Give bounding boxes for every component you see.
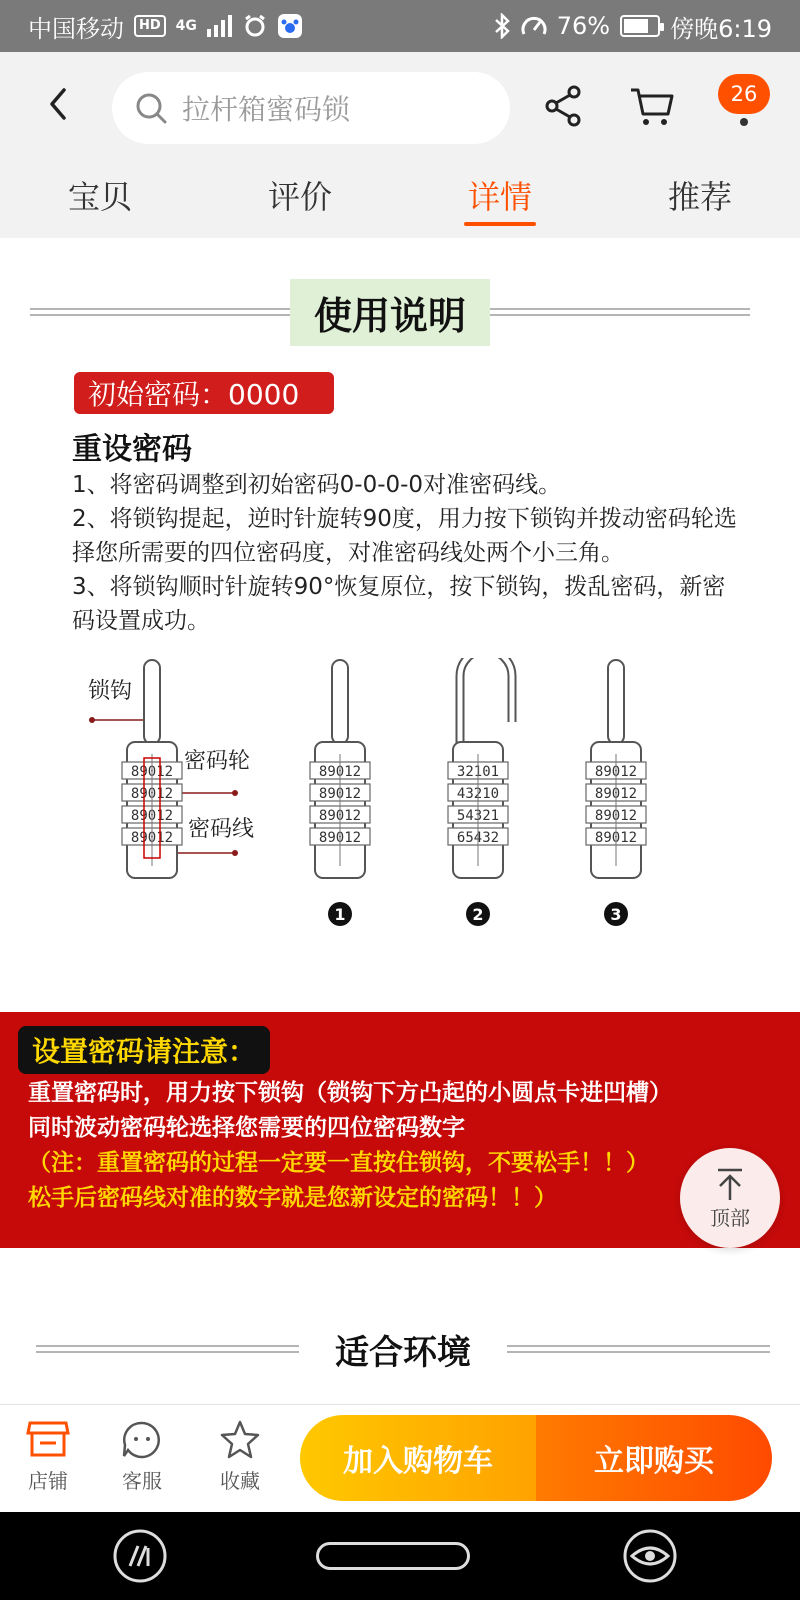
lock-step1-wheel-digits: 89012 xyxy=(318,764,362,780)
bottom-action-bar xyxy=(0,1404,800,1512)
initial-password-tag: 初始密码：0000 xyxy=(74,372,334,414)
message-badge[interactable]: 26 xyxy=(718,74,770,114)
lock-step1-wheel-digits: 89012 xyxy=(318,830,362,846)
shop-label: 店铺 xyxy=(28,1469,68,1493)
reset-steps xyxy=(72,468,742,638)
lock-step2-wheel-digits: 65432 xyxy=(456,830,500,846)
battery-percent: 76% xyxy=(556,12,611,40)
divider xyxy=(490,308,750,316)
tab-recommend[interactable]: 推荐 xyxy=(667,178,732,216)
add-to-cart-button[interactable]: 加入购物车 xyxy=(300,1415,536,1501)
alarm-icon xyxy=(243,14,267,38)
lock-step1-wheel-digits: 89012 xyxy=(318,786,362,802)
cart-icon[interactable] xyxy=(628,82,676,130)
lock-step1-shackle xyxy=(332,660,348,744)
eye-icon[interactable] xyxy=(622,1528,678,1584)
lock-step3-wheel-digits: 89012 xyxy=(594,808,638,824)
search-icon xyxy=(134,91,168,125)
status-bar xyxy=(0,0,800,52)
tab-reviews[interactable]: 评价 xyxy=(267,178,332,216)
tab-details[interactable]: 详情 xyxy=(400,162,600,238)
lock-step3-wheel-digits: 89012 xyxy=(594,786,638,802)
tab-bar xyxy=(0,162,800,238)
star-icon xyxy=(218,1419,262,1459)
buy-now-button[interactable]: 立即购买 xyxy=(536,1415,772,1501)
lock-step2-wheel-digits: 43210 xyxy=(456,786,500,802)
back-arrow-icon[interactable] xyxy=(40,84,80,124)
divider xyxy=(36,1345,299,1353)
favorite-label: 收藏 xyxy=(220,1469,260,1493)
lock-step2-wheel-digits: 54321 xyxy=(456,808,500,824)
lock-step3-shackle xyxy=(608,660,624,744)
system-nav-bar xyxy=(0,1512,800,1600)
step-text: 2、将锁钩提起，逆时针旋转90度，用力按下锁钩并拨动密码轮选择您所需要的四位密码度，对准密码线处两个小三角。 xyxy=(72,506,737,566)
lock-labeled-wheel-digits: 89012 xyxy=(130,764,174,780)
step-number-1 xyxy=(328,902,352,926)
battery-icon xyxy=(620,15,660,37)
app-notification-icon xyxy=(277,13,303,39)
env-title-row xyxy=(36,1324,770,1374)
lock-step1-wheel-digits: 89012 xyxy=(318,808,362,824)
lock-labeled-wheel-digits: 89012 xyxy=(130,808,174,824)
wheel-label: 密码轮 xyxy=(184,749,251,774)
search-placeholder: 拉杆箱蜜码锁 xyxy=(182,93,351,126)
tab-item[interactable]: 宝贝 xyxy=(67,178,132,216)
lock-step2-wheel-digits: 32101 xyxy=(456,764,500,780)
lock-labeled-wheel-digits: 89012 xyxy=(130,786,174,802)
lock-step3-wheel-digits: 89012 xyxy=(594,764,638,780)
section-title-row xyxy=(30,282,750,342)
clock: 傍晚6:19 xyxy=(670,14,772,43)
reset-title: 重设密码 xyxy=(72,432,192,467)
arrow-up-icon xyxy=(712,1166,748,1202)
detail-content xyxy=(0,238,800,1404)
notice-line: 同时波动密码轮选择您需要的四位密码数字 xyxy=(28,1115,465,1141)
lock-step3-wheel-digits: 89012 xyxy=(594,830,638,846)
chat-face-icon xyxy=(120,1419,164,1459)
section-title: 使用说明 xyxy=(290,279,490,346)
back-to-top-button[interactable] xyxy=(680,1148,780,1248)
service-label: 客服 xyxy=(122,1469,162,1493)
search-bar[interactable] xyxy=(112,72,510,144)
back-to-top-label: 顶部 xyxy=(710,1205,750,1230)
share-icon[interactable] xyxy=(540,82,588,130)
step-number-3 xyxy=(604,902,628,926)
shop-button[interactable] xyxy=(8,1419,88,1494)
svg-text:3: 3 xyxy=(610,905,622,924)
service-button[interactable] xyxy=(102,1419,182,1494)
signal-icon xyxy=(207,15,233,37)
step-number-2 xyxy=(466,902,490,926)
env-title: 适合环境 xyxy=(335,1332,471,1373)
divider xyxy=(30,308,290,316)
lock-labeled-wheel-digits: 89012 xyxy=(130,830,174,846)
more-menu-dot[interactable] xyxy=(740,118,748,126)
svg-text:2: 2 xyxy=(472,905,484,924)
home-button[interactable] xyxy=(316,1542,470,1570)
hook-label: 锁钩 xyxy=(88,679,133,704)
step-text: 3、将锁钩顺时针旋转90°恢复原位，按下锁钩，拨乱密码，新密码设置成功。 xyxy=(72,574,726,634)
favorite-button[interactable] xyxy=(200,1419,280,1494)
speed-icon xyxy=(521,14,547,38)
svg-text:1: 1 xyxy=(334,905,346,924)
notice-title: 设置密码请注意： xyxy=(18,1026,270,1074)
network-label: 4G xyxy=(175,18,197,34)
divider xyxy=(507,1345,770,1353)
notice-line: 松手后密码线对准的数字就是您新设定的密码！！） xyxy=(28,1185,557,1211)
shop-icon xyxy=(26,1419,70,1459)
carrier-label: 中国移动 xyxy=(28,14,124,43)
notice-banner xyxy=(0,1012,800,1248)
header xyxy=(0,52,800,238)
notice-lines xyxy=(28,1076,748,1216)
step-text: 1、将密码调整到初始密码0-0-0-0对准密码线。 xyxy=(72,472,562,498)
notice-line: 重置密码时，用力按下锁钩（锁钩下方凸起的小圆点卡进凹槽） xyxy=(28,1080,672,1106)
lock-step2-shackle xyxy=(460,658,512,752)
app-switch-icon[interactable] xyxy=(112,1528,168,1584)
notice-line: （注：重置密码的过程一定要一直按住锁钩，不要松手！！） xyxy=(28,1150,649,1176)
line-label: 密码线 xyxy=(188,817,255,842)
hd-badge: HD xyxy=(134,15,166,37)
bluetooth-icon xyxy=(493,13,511,39)
lock-labeled-shackle xyxy=(144,660,160,744)
